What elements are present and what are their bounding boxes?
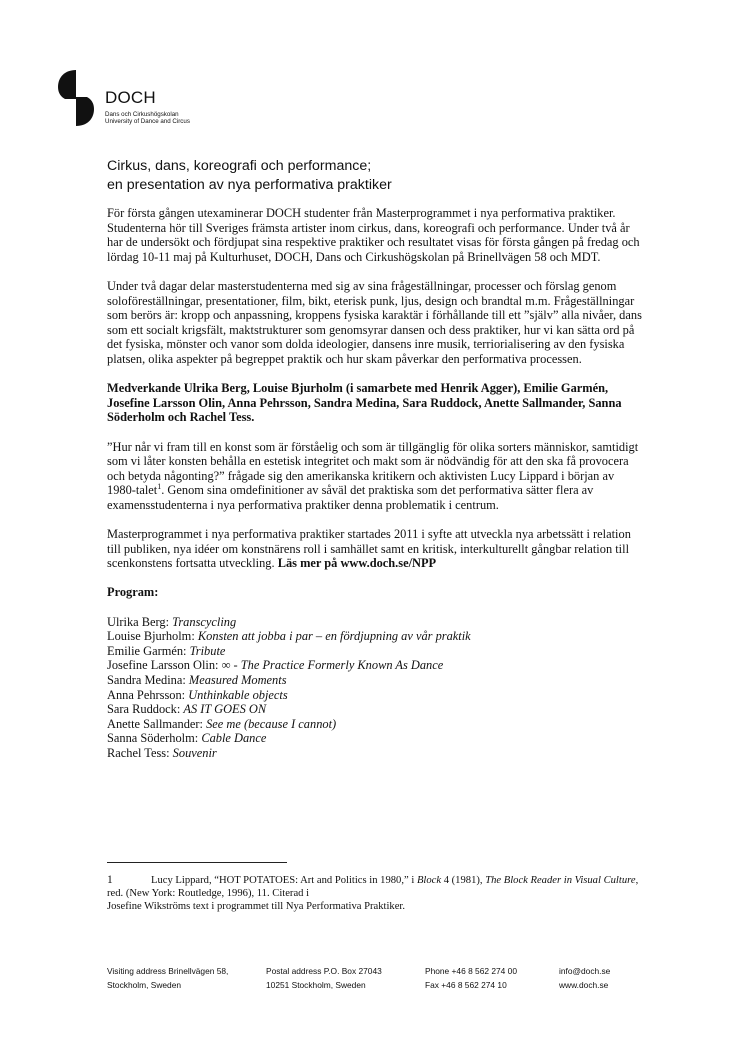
footnote-text-b: Block [416,875,442,886]
program-heading: Program: [107,585,159,600]
footnote [107,874,647,913]
footer-visiting-line1: Visiting address Brinellvägen 58, [107,966,229,976]
footer-postal-address [266,964,382,992]
logo-name: DOCH [105,88,156,107]
program-artist: Emilie Garmén: [107,643,190,658]
program-work: ∞ - The Practice Formerly Known As Dance [221,658,444,673]
doch-logo-mark-icon [56,70,96,126]
quote-text: ”Hur når vi fram till en konst som är förståelig och som är tillgänglig för olika sorters människor, samtidigt som vi låter konsten behålla en estetisk integritet och makt som är nödvändig för att den ska få provocera och betyda någonting?” frågade sig den amerikanska kritikern och aktivisten Lucy Lippard i början av 1980-talet [107,439,639,498]
footnote-text-e: , red. (New York: Routledge, 1996), 11. Citerad i [107,875,639,899]
program-work: AS IT GOES ON [183,702,267,717]
program-item [107,717,643,732]
footer-phone-fax [425,964,517,992]
logo-subtitle [105,111,190,125]
footnote-text-d: The Block Reader in Visual Culture [485,875,636,886]
footnote-text-a: Lucy Lippard, “HOT POTATOES: Art and Politics in 1980,” i [151,875,417,886]
program-artist: Ulrika Berg: [107,614,173,629]
topics-paragraph: Under två dagar delar masterstudenterna med sig av sina frågeställningar, processer och förslag genom soloföreställningar, presentationer, film, bikt, eterisk punk, ljus, design och brandtal m.m. Frågeställningar som berörs är: kropp och anpassning, kroppens fysiska karaktär i förhållande till ett ”själv” alla nivåer, dans som ett socialt krigsfält, maktstrukturer som genomsyrar dansen och dess praktiker, hur vi kan sätta ord på det fysiska, mönster och vanor som dolda ideologier, dansens inre musik, terriorialisering av den fysiska platsen, olika aspekter på begreppet praktik och hur skam påverkar den performativa processen. [107,278,642,366]
program-info-text: Masterprogrammet i nya performativa praktiker startades 2011 i syfte att utveckla nya arbetssätt i relation till publiken, nya idéer om konstnärens roll i samhället samt en kritisk, interkulturellt gångbar relation till scenkonstens fortsatta utveckling. [107,527,631,571]
program-work: Transcycling [172,614,237,629]
program-item [107,629,643,644]
footer-email[interactable]: info@doch.se [559,966,611,976]
title-line2: en presentation av nya performativa praktiker [107,177,392,193]
footer-web[interactable]: www.doch.se [559,980,609,990]
program-work: Souvenir [172,745,217,760]
read-more-link[interactable]: Läs mer på www.doch.se/NPP [277,556,437,571]
program-artist: Louise Bjurholm: [107,629,198,644]
quote-text-end: . Genom sina omdefinitioner av såväl det praktiska som det performativa sätter flera av examensstudenterna i nya performativa praktiker denna problematik i centrum. [107,483,594,512]
program-item [107,731,643,746]
program-artist: Rachel Tess: [107,745,173,760]
program-artist: Sandra Medina: [107,673,189,687]
footer-postal-line1: Postal address P.O. Box 27043 [266,966,382,976]
program-work: Unthinkable objects [188,687,288,702]
title-line1: Cirkus, dans, koreografi och performance; [107,158,372,174]
document-body [107,206,643,761]
program-item [107,702,643,717]
document-title [107,157,392,195]
program-artist: Sanna Söderholm: [107,731,202,746]
program-artist: Anna Pehrsson: [107,687,189,702]
footer-contact [559,964,610,992]
program-item [107,746,643,761]
quote-paragraph [107,440,643,513]
program-artist: Anette Sallmander: [107,716,207,731]
footer-postal-line2: 10251 Stockholm, Sweden [266,980,366,990]
program-item [107,644,643,659]
logo-subtitle-line1: Dans och Cirkushögskolan [105,111,179,118]
program-item [107,673,643,688]
logo-subtitle-line2: University of Dance and Circus [105,118,190,125]
program-work: Cable Dance [201,731,267,746]
footnote-divider [107,862,287,863]
program-work: Tribute [189,643,226,658]
program-item [107,615,643,630]
footer-visiting-line2: Stockholm, Sweden [107,980,182,990]
footnote-text-c: 4 (1981), [441,875,486,886]
footnote-number: 1 [107,874,113,886]
footer-visiting-address [107,964,228,992]
program-item [107,688,643,703]
footnote-reference[interactable]: 1 [157,482,162,492]
program-work: See me (because I cannot) [206,716,337,731]
program-work: Konsten att jobba i par – en fördjupning av vår praktik [197,629,471,644]
participants-paragraph: Medverkande Ulrika Berg, Louise Bjurholm (i samarbete med Henrik Agger), Emilie Garmén, Josefine Larsson Olin, Anna Pehrsson, Sandra Medina, Sara Ruddock, Anette Sallmander, Sanna Söderholm och Rachel Tess. [107,381,622,425]
footnote-text-f: Josefine Wikströms text i programmet till Nya Performativa Praktiker. [107,900,406,912]
program-info-paragraph [107,527,643,571]
intro-paragraph: För första gången utexaminerar DOCH studenter från Masterprogrammet i nya performativa praktiker. Studenterna hör till Sveriges främsta artister inom cirkus, dans, koreografi och performance. Under två år har de undersökt och fördjupat sina respektive praktiker och resultatet visas för första gången på fredag och lördag 10-11 maj på Kulturhuset, DOCH, Dans och Cirkushögskolan på Brinellvägen 58 och MDT. [107,206,640,264]
footer-fax: Fax +46 8 562 274 10 [425,980,507,990]
program-artist: Josefine Larsson Olin: [107,658,222,673]
program-list [107,615,643,761]
program-work: Measured Moments [188,673,287,687]
program-artist: Sara Ruddock: [107,702,184,717]
footer-phone: Phone +46 8 562 274 00 [425,966,517,976]
program-item [107,658,643,673]
